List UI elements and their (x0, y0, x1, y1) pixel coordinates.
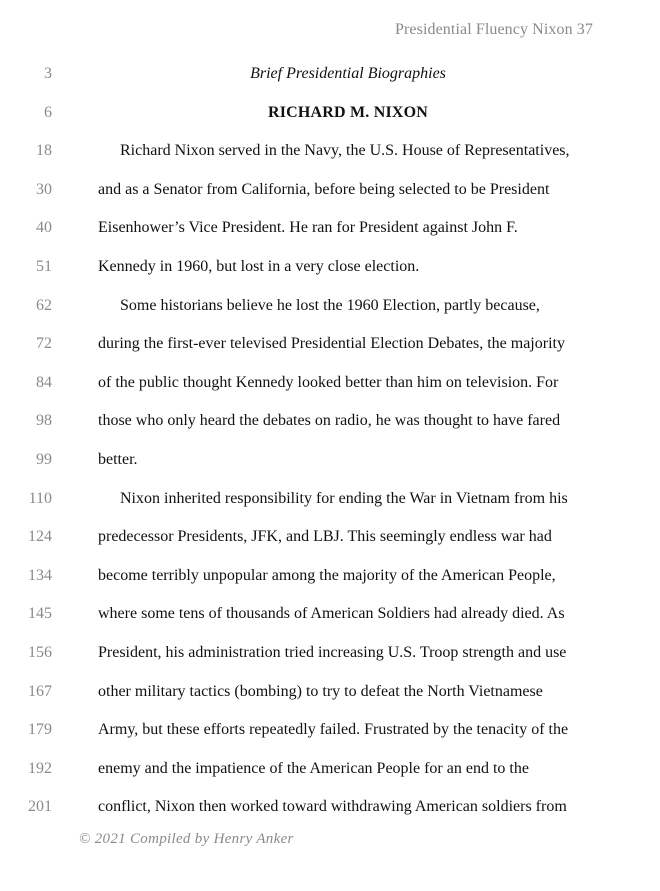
line-text: become terribly unpopular among the majority of the American People, (98, 566, 556, 584)
line-text: Nixon inherited responsibility for ending the War in Vietnam from his (120, 489, 568, 507)
word-count-number: 51 (36, 258, 52, 275)
word-count-number: 134 (28, 566, 52, 584)
line-text: Eisenhower’s Vice President. He ran for President against John F. (98, 219, 518, 237)
word-count-number: 167 (28, 682, 52, 700)
line-text: those who only heard the debates on radio, he was thought to have fared (98, 412, 561, 430)
line-text: Some historians believe he lost the 1960 Election, partly because, (120, 296, 540, 314)
word-count-number: 98 (36, 412, 52, 430)
copyright-footer: © 2021 Compiled by Henry Anker (79, 831, 294, 847)
word-count-number: 30 (36, 180, 52, 198)
line-text: predecessor Presidents, JFK, and LBJ. This seemingly endless war had (98, 528, 552, 546)
line-text: during the first-ever televised Presidential Election Debates, the majority (98, 335, 565, 353)
document-line (0, 219, 660, 257)
word-count-number: 3 (44, 65, 52, 82)
word-count-number: 6 (44, 103, 52, 121)
document-line (0, 297, 660, 335)
document-line (0, 721, 660, 759)
word-count-number: 40 (36, 219, 52, 237)
word-count-number: 84 (36, 373, 52, 391)
word-count-number: 145 (28, 605, 52, 623)
line-text: and as a Senator from California, before being selected to be President (98, 180, 550, 198)
document-line (0, 65, 660, 103)
document-line (0, 528, 660, 566)
word-count-number: 72 (36, 335, 52, 353)
word-count-number: 110 (28, 489, 52, 507)
document-subtitle: Brief Presidential Biographies (250, 65, 446, 82)
document-line (0, 490, 660, 528)
document-line (0, 644, 660, 682)
document-line (0, 181, 660, 219)
document-line (0, 258, 660, 296)
document-line (0, 374, 660, 412)
word-count-number: 124 (28, 528, 52, 546)
line-text: better. (98, 451, 138, 468)
document-line (0, 451, 660, 489)
line-text: Army, but these efforts repeatedly failed. Frustrated by the tenacity of the (98, 721, 569, 739)
word-count-number: 156 (28, 644, 52, 661)
line-text: conflict, Nixon then worked toward withdrawing American soldiers from (98, 798, 567, 816)
word-count-number: 99 (36, 451, 52, 468)
word-count-number: 18 (36, 142, 52, 160)
document-line (0, 335, 660, 373)
page-header: Presidential Fluency Nixon 37 (395, 21, 593, 38)
line-text: President, his administration tried increasing U.S. Troop strength and use (98, 644, 567, 661)
document-line (0, 567, 660, 605)
line-text: of the public thought Kennedy looked better than him on television. For (98, 373, 559, 391)
document-line (0, 142, 660, 180)
line-text: enemy and the impatience of the American People for an end to the (98, 759, 529, 777)
word-count-number: 201 (28, 798, 52, 816)
document-line (0, 104, 660, 142)
document-line (0, 760, 660, 798)
document-title: RICHARD M. NIXON (267, 103, 429, 121)
word-count-number: 192 (28, 759, 52, 777)
document-line (0, 412, 660, 450)
document-line (0, 605, 660, 643)
line-text: Richard Nixon served in the Navy, the U.S. House of Representatives, (120, 142, 570, 160)
line-text: where some tens of thousands of American Soldiers had already died. As (98, 605, 565, 623)
document-line (0, 683, 660, 721)
word-count-number: 179 (28, 721, 52, 739)
word-count-number: 62 (36, 296, 52, 314)
line-text: Kennedy in 1960, but lost in a very close election. (98, 258, 420, 275)
line-text: other military tactics (bombing) to try to defeat the North Vietnamese (98, 682, 543, 700)
